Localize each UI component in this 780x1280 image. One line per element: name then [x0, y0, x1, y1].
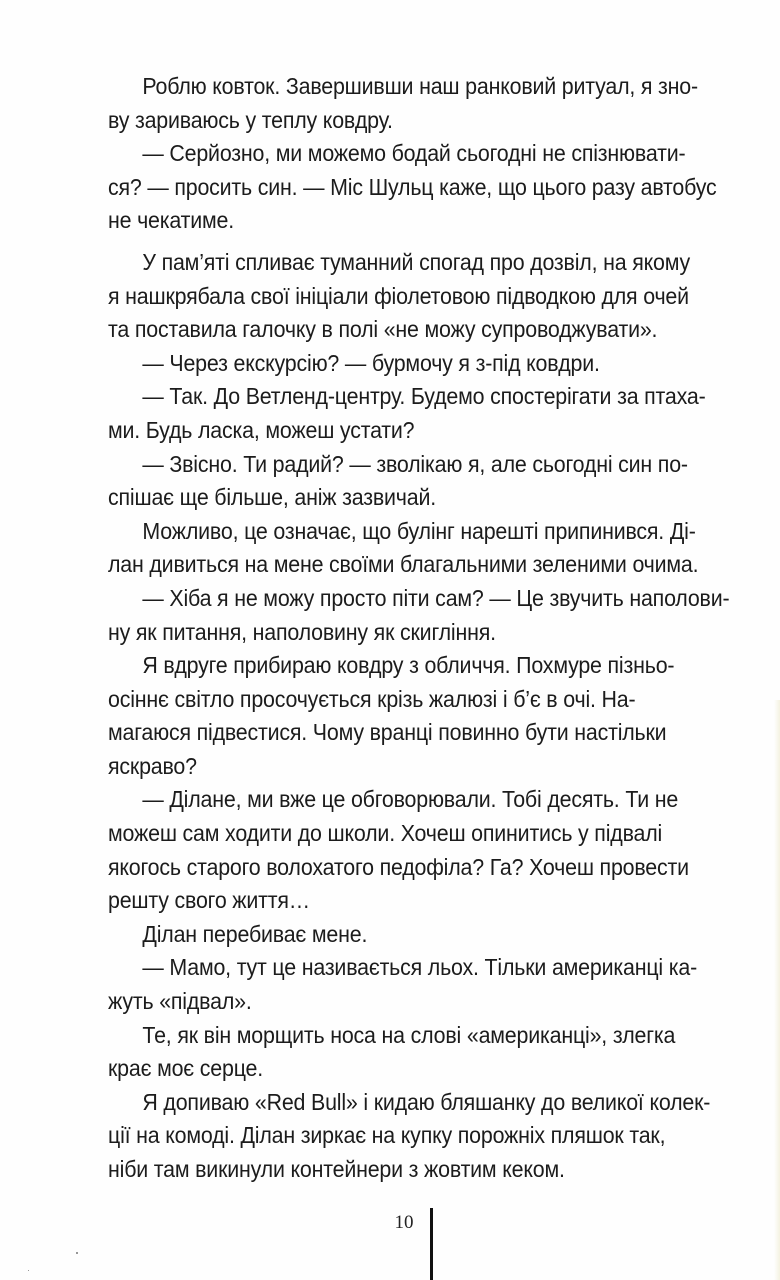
page-number: 10 [394, 1212, 414, 1233]
text-line: ми. Будь ласка, можеш устати? [108, 416, 415, 443]
text-line: якогось старого волохатого педофіла? Га? Хочеш провести [108, 853, 689, 880]
text-line: осіннє світло просочується крізь жалюзі і б’є в очі. На- [108, 685, 636, 712]
text-line: я нашкрябала свої ініціали фіолетовою підводкою для очей [108, 282, 689, 309]
text-line: — Хіба я не можу просто піти сам? — Це звучить наполови- [142, 584, 730, 611]
paper-speck [28, 1270, 29, 1271]
text-line: — Мамо, тут це називається льох. Тільки американці ка- [142, 954, 698, 981]
text-line: ції на комоді. Ділан зиркає на купку порожніх пляшок так, [108, 1122, 666, 1149]
text-line: спішає ще більше, аніж зазвичай. [108, 484, 436, 511]
text-line: — Серйозно, ми можемо бодай сьогодні не спізнювати- [142, 140, 686, 167]
text-line: ся? — просить син. — Міс Шульц каже, що цього разу автобус [108, 173, 717, 200]
text-line: — Звісно. Ти радий? — зволікаю я, але сьогодні син по- [142, 450, 688, 477]
text-line: Ділан перебиває мене. [142, 920, 368, 947]
text-line: ніби там викинули контейнери з жовтим кеком. [108, 1156, 565, 1182]
text-line: ну як питання, наполовину як скигління. [108, 618, 496, 645]
text-line: — Ділане, ми вже це обговорювали. Тобі десять. Ти не [142, 786, 679, 813]
text-line: жуть «підвал». [108, 988, 252, 1015]
paper-speck [76, 1252, 78, 1254]
text-line: магаюся підвестися. Чому вранці повинно бути настільки [108, 719, 667, 746]
text-line: Я допиваю «Red Bull» і кидаю бляшанку до великої колек- [142, 1088, 711, 1115]
text-line: Те, як він морщить носа на слові «американці», злегка [142, 1021, 676, 1048]
text-line: Можливо, це означає, що булінг нарешті припинився. Ді- [142, 517, 696, 544]
text-line: — Так. До Ветленд-центру. Будемо спостерігати за птаха- [142, 383, 706, 410]
page-edge-shadow [774, 700, 780, 1280]
text-line: яскраво? [108, 752, 197, 779]
text-line: У пам’яті спливає туманний спогад про дозвіл, на якому [142, 248, 690, 275]
text-line: та поставила галочку в полі «не можу супроводжувати». [108, 316, 658, 343]
text-line: не чекатиме. [108, 207, 235, 234]
page-divider-line [430, 1208, 433, 1280]
text-line: — Через екскурсію? — бурмочу я з-під ковдри. [142, 349, 600, 376]
text-line: крає моє серце. [108, 1055, 264, 1082]
text-line: решту свого життя… [108, 887, 310, 914]
text-line: лан дивиться на мене своїми благальними зеленими очима. [108, 551, 699, 578]
text-line: Роблю ковток. Завершивши наш ранковий ритуал, я зно- [142, 73, 698, 99]
text-line: ву зариваюсь у теплу ковдру. [108, 106, 393, 133]
body-text [108, 70, 752, 1187]
text-line: Я вдруге прибираю ковдру з обличчя. Похмуре пізньо- [142, 652, 675, 679]
text-line: можеш сам ходити до школи. Хочеш опинитись у підвалі [108, 820, 663, 847]
